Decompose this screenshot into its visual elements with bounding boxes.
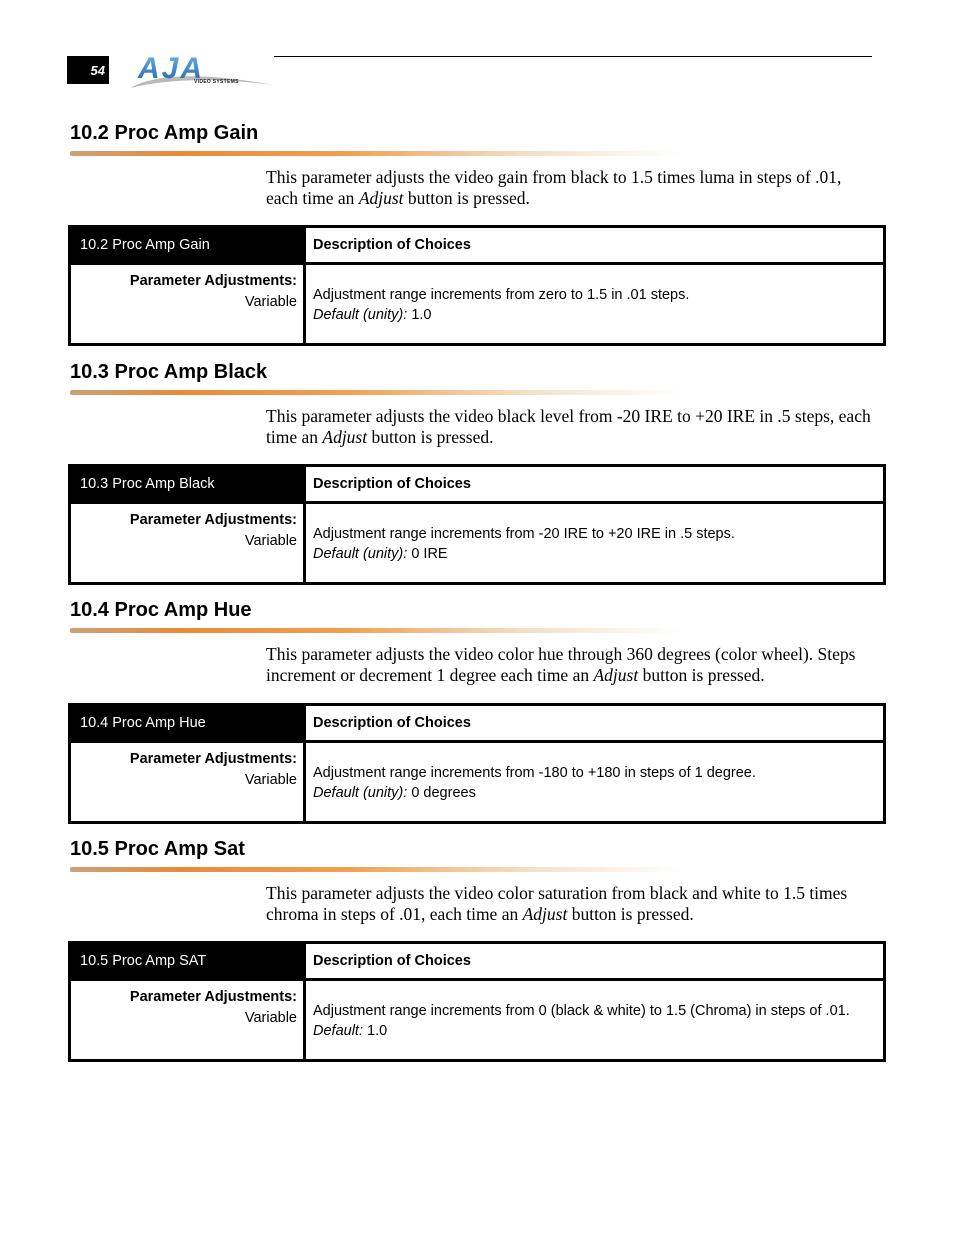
description-cell: Adjustment range increments from -180 to +180 in steps of 1 degree. Default (unity): 0 degrees (305, 742, 885, 823)
description-cell: Adjustment range increments from zero to 1.5 in .01 steps. Default (unity): 1.0 (305, 264, 885, 345)
title-underline (70, 151, 682, 156)
section-title: 10.3 Proc Amp Black (70, 361, 268, 383)
section-intro: This parameter adjusts the video gain from black to 1.5 times luma in steps of .01, each time an Adjust button is pressed. (266, 167, 842, 208)
table-header-cell: Description of Choices (305, 466, 885, 503)
table-name-cell: 10.4 Proc Amp Hue (70, 705, 305, 742)
table-header-cell: Description of Choices (305, 705, 885, 742)
table-header-cell: Description of Choices (305, 227, 885, 264)
section-proc-amp-sat (70, 837, 886, 1039)
title-underline (70, 867, 682, 872)
title-underline (70, 628, 682, 633)
parameter-cell: Parameter Adjustments: Variable (70, 264, 305, 345)
title-underline (70, 390, 682, 395)
section-intro: This parameter adjusts the video color hue through 360 degrees (color wheel). Steps increment or decrement 1 degree each time an Adjust button is pressed. (266, 644, 856, 685)
section-title: 10.5 Proc Amp Sat (70, 838, 245, 860)
description-cell: Adjustment range increments from 0 (black & white) to 1.5 (Chroma) in steps of .01. Default: 1.0 (305, 980, 885, 1061)
header-rule (274, 56, 872, 57)
parameter-cell: Parameter Adjustments: Variable (70, 742, 305, 823)
table-name-cell: 10.2 Proc Amp Gain (70, 227, 305, 264)
table-header-cell: Description of Choices (305, 943, 885, 980)
logo-subtitle: VIDEO SYSTEMS (194, 79, 239, 85)
table-name-cell: 10.5 Proc Amp SAT (70, 943, 305, 980)
table-name-cell: 10.3 Proc Amp Black (70, 466, 305, 503)
section-intro: This parameter adjusts the video black level from -20 IRE to +20 IRE in .5 steps, each time an Adjust button is pressed. (266, 406, 871, 447)
section-title: 10.2 Proc Amp Gain (70, 122, 259, 144)
parameter-cell: Parameter Adjustments: Variable (70, 980, 305, 1061)
section-title: 10.4 Proc Amp Hue (70, 599, 252, 621)
page-number: 54 (67, 56, 109, 84)
section-proc-amp-hue (70, 598, 886, 801)
section-proc-amp-black (70, 360, 886, 562)
parameter-table (68, 464, 886, 585)
parameter-table (68, 703, 886, 824)
parameter-table (68, 941, 886, 1062)
parameter-table (68, 225, 886, 346)
description-cell: Adjustment range increments from -20 IRE to +20 IRE in .5 steps. Default (unity): 0 IRE (305, 503, 885, 584)
svg-text:AJA: AJA (138, 52, 205, 85)
section-proc-amp-gain (70, 121, 886, 323)
parameter-cell: Parameter Adjustments: Variable (70, 503, 305, 584)
section-intro: This parameter adjusts the video color saturation from black and white to 1.5 times chroma in steps of .01, each time an Adjust button is pressed. (266, 883, 848, 924)
